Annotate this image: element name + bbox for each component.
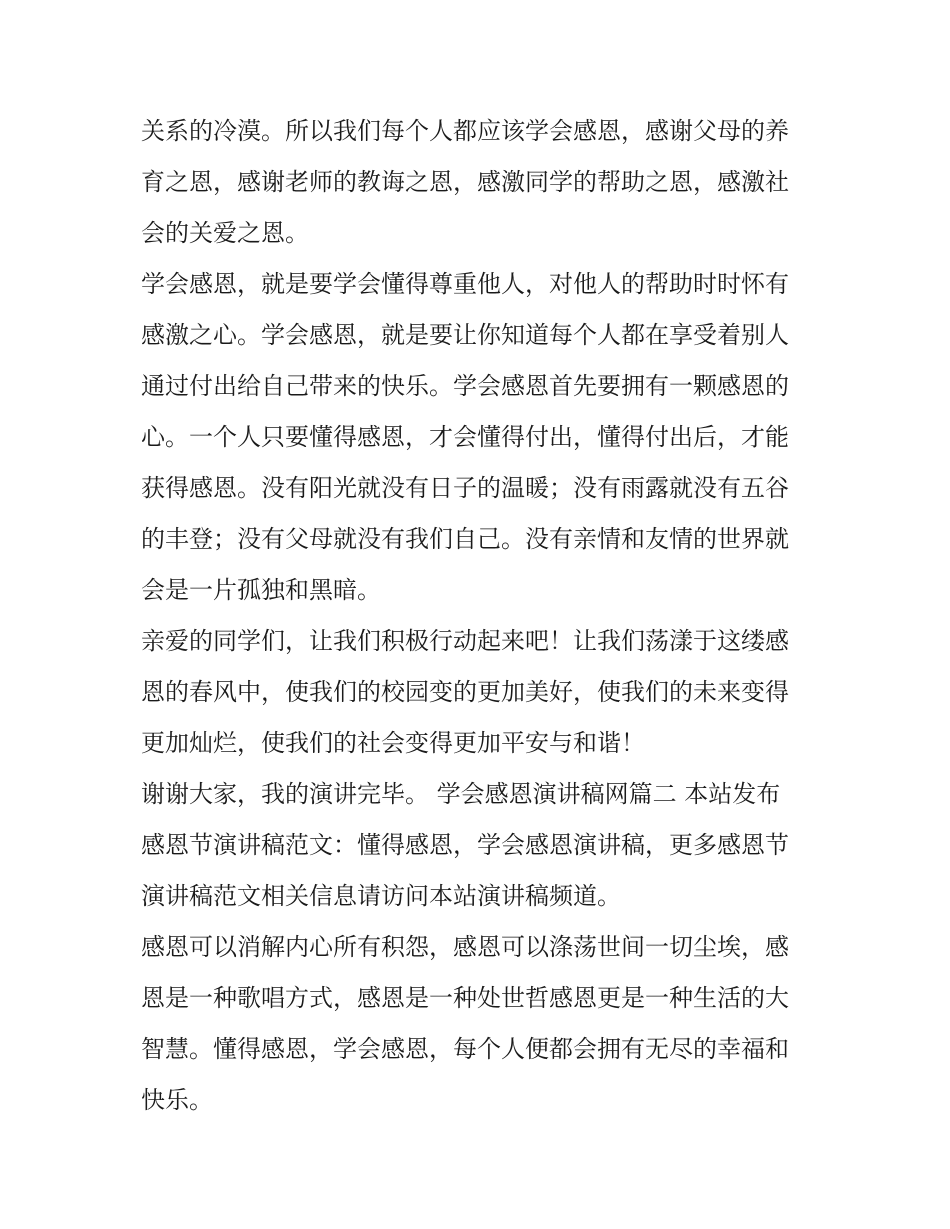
text-line: 学会感恩，就是要学会懂得尊重他人，对他人的帮助时时怀有 <box>141 270 789 298</box>
text-line: 恩是一种歌唱方式，感恩是一种处世哲感恩更是一种生活的大 <box>141 984 789 1012</box>
text-line: 感恩可以消解内心所有积怨，感恩可以涤荡世间一切尘埃，感 <box>141 933 789 961</box>
text-line: 心。一个人只要懂得感恩，才会懂得付出，懂得付出后，才能 <box>141 423 789 451</box>
text-line: 感恩节演讲稿范文：懂得感恩，学会感恩演讲稿，更多感恩节 <box>141 831 789 859</box>
text-line: 快乐。 <box>141 1086 213 1114</box>
text-line: 感激之心。学会感恩，就是要让你知道每个人都在享受着别人 <box>141 321 789 349</box>
paragraph-4 <box>141 769 813 922</box>
paragraph-5 <box>141 922 813 1126</box>
text-line: 更加灿烂，使我们的社会变得更加平安与和谐！ <box>141 729 645 757</box>
text-line: 会是一片孤独和黑暗。 <box>141 576 381 604</box>
document-body <box>141 106 813 1126</box>
text-line: 育之恩，感谢老师的教诲之恩，感激同学的帮助之恩，感激社 <box>141 168 789 196</box>
text-line: 会的关爱之恩。 <box>141 219 309 247</box>
text-line: 获得感恩。没有阳光就没有日子的温暖；没有雨露就没有五谷 <box>141 474 789 502</box>
paragraph-3 <box>141 616 813 769</box>
text-line: 亲爱的同学们，让我们积极行动起来吧！让我们荡漾于这缕感 <box>141 627 789 655</box>
text-line: 关系的冷漠。所以我们每个人都应该学会感恩，感谢父母的养 <box>141 117 789 145</box>
paragraph-2 <box>141 259 813 616</box>
text-line: 智慧。懂得感恩，学会感恩，每个人便都会拥有无尽的幸福和 <box>141 1035 789 1063</box>
text-line: 谢谢大家，我的演讲完毕。 学会感恩演讲稿网篇二 本站发布 <box>141 780 781 808</box>
text-line: 恩的春风中，使我们的校园变的更加美好，使我们的未来变得 <box>141 678 789 706</box>
text-line: 的丰登；没有父母就没有我们自己。没有亲情和友情的世界就 <box>141 525 789 553</box>
text-line: 通过付出给自己带来的快乐。学会感恩首先要拥有一颗感恩的 <box>141 372 789 400</box>
paragraph-1 <box>141 106 813 259</box>
text-line: 演讲稿范文相关信息请访问本站演讲稿频道。 <box>141 882 621 910</box>
